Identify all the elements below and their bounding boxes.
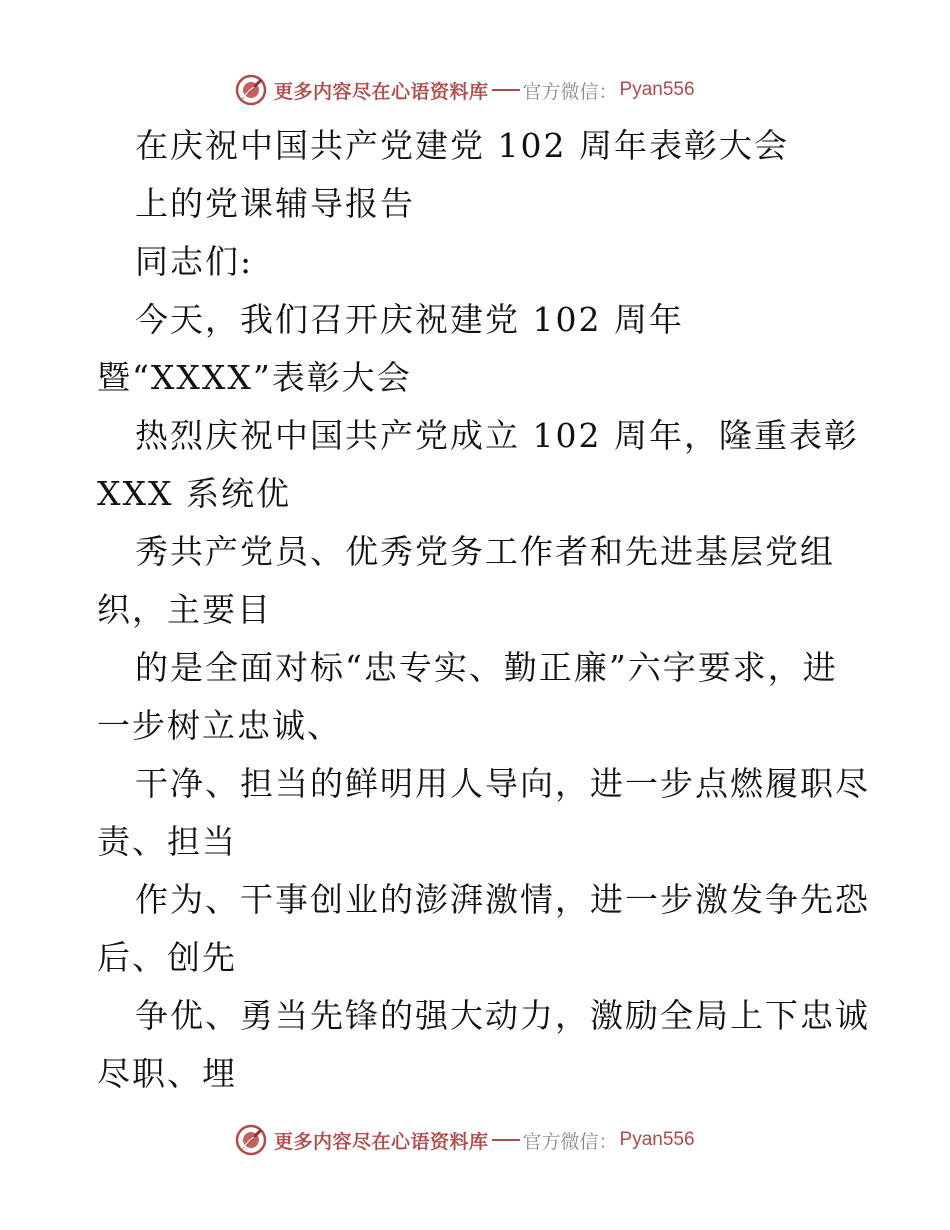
body-line: 的是全面对标“忠专实、勤正廉”六字要求，进: [135, 648, 838, 687]
body-line: 干净、担当的鲜明用人导向，进一步点燃履职尽: [135, 764, 870, 803]
body-line: 暨“XXXX”表彰大会: [97, 358, 412, 397]
document-title-line-2: 上的党课辅导报告: [135, 184, 415, 223]
body-line: 作为、干事创业的澎湃激情，进一步激发争先恐: [135, 880, 870, 919]
header-banner: [234, 72, 695, 108]
banner-site-text: 更多内容尽在心语资料库: [274, 1130, 489, 1153]
banner-divider: [492, 89, 520, 91]
banner-wechat-id: Pyan556: [619, 79, 695, 100]
body-line: 后、创先: [97, 938, 237, 977]
body-line: 一步树立忠诚、: [97, 706, 342, 745]
body-line: 织，主要目: [97, 590, 272, 629]
footer-banner: [234, 1122, 695, 1158]
body-line: 责、担当: [97, 822, 237, 861]
banner-divider: [492, 1139, 520, 1141]
quill-pen-logo-icon: [234, 1123, 268, 1157]
body-line: 热烈庆祝中国共产党成立 102 周年，隆重表彰: [135, 416, 859, 455]
body-line: 争优、勇当先锋的强大动力，激励全局上下忠诚: [135, 996, 870, 1035]
document-title-line-1: 在庆祝中国共产党建党 102 周年表彰大会: [135, 126, 789, 165]
banner-official-label: 官方微信：: [522, 1130, 618, 1153]
body-line: 今天，我们召开庆祝建党 102 周年: [135, 300, 684, 339]
quill-pen-logo-icon: [234, 73, 268, 107]
body-line: 尽职、埋: [97, 1054, 237, 1093]
banner-site-text: 更多内容尽在心语资料库: [274, 80, 489, 103]
salutation: 同志们:: [135, 242, 254, 281]
body-line: XXX 系统优: [97, 474, 291, 513]
banner-wechat-id: Pyan556: [619, 1129, 695, 1150]
body-line: 秀共产党员、优秀党务工作者和先进基层党组: [135, 532, 835, 571]
banner-official-label: 官方微信：: [522, 80, 618, 103]
